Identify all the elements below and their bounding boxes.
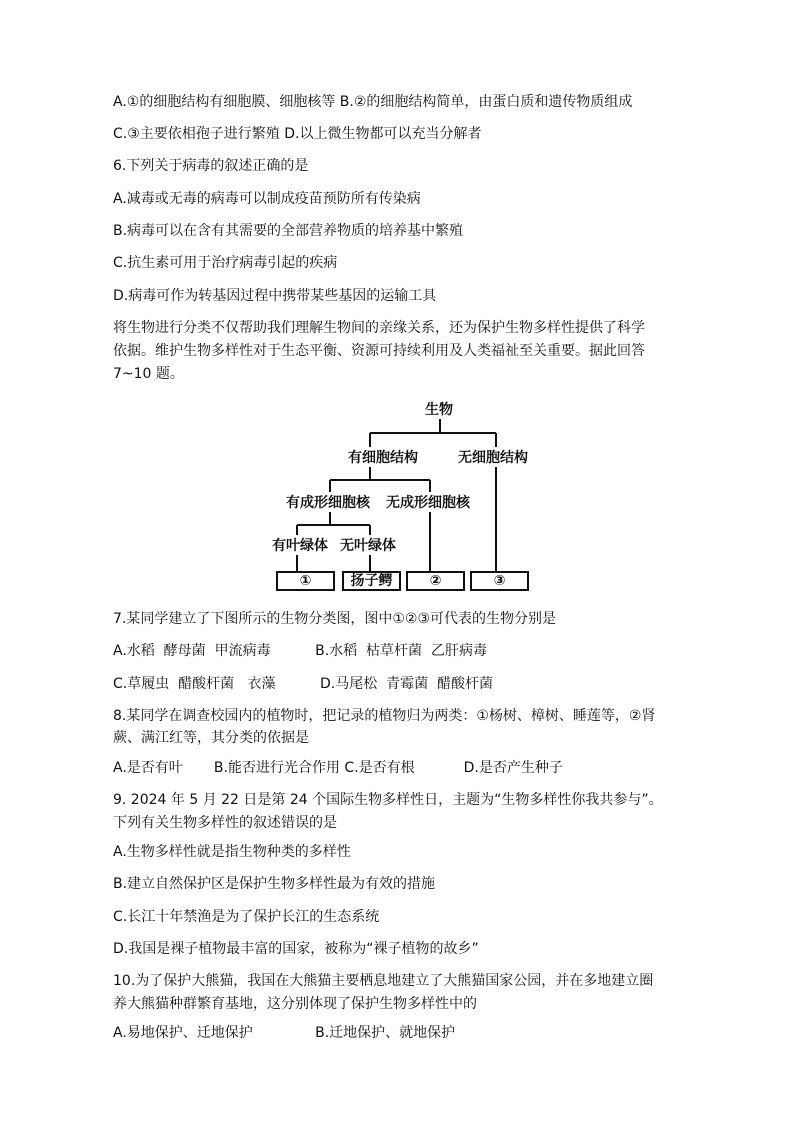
text-line: A.易地保护、迁地保护 B.迁地保护、就地保护 [113,1025,456,1041]
box-alligator: 扬子鳄 [342,571,401,591]
text-line: B.病毒可以在含有其需要的全部营养物质的培养基中繁殖 [113,223,464,239]
node-without-nucleus: 无成形细胞核 [386,495,470,511]
text-line: A.是否有叶 B.能否进行光合作用 C.是否有根 D.是否产生种子 [113,760,563,776]
text-line: A.减毒或无毒的病毒可以制成疫苗预防所有传染病 [113,191,421,207]
text-line: 7.某同学建立了下图所示的生物分类图，图中①②③可代表的生物分别是 [113,611,557,627]
classification-diagram [270,395,540,595]
text-line: 8.某同学在调查校园内的植物时，把记录的植物归为两类：①杨树、樟树、睡莲等，②肾 [113,708,656,724]
text-line: C.抗生素可用于治疗病毒引起的疾病 [113,255,338,271]
text-line: 下列有关生物多样性的叙述错误的是 [113,815,337,831]
node-acellular: 无细胞结构 [458,450,528,466]
text-line: B.建立自然保护区是保护生物多样性最为有效的措施 [113,876,436,892]
text-line: A.水稻 酵母菌 甲流病毒 B.水稻 枯草杆菌 乙肝病毒 [113,643,487,659]
text-line: 将生物进行分类不仅帮助我们理解生物间的亲缘关系，还为保护生物多样性提供了科学 [113,320,645,336]
text-line: C.长江十年禁渔是为了保护长江的生态系统 [113,909,380,925]
node-root: 生物 [425,402,453,418]
text-line: A.①的细胞结构有细胞膜、细胞核等 B.②的细胞结构简单，由蛋白质和遗传物质组成 [113,94,633,110]
box-3: ③ [470,571,529,591]
text-line: 养大熊猫种群繁育基地，这分别体现了保护生物多样性中的 [113,996,477,1012]
text-line: D.病毒可作为转基因过程中携带某些基因的运输工具 [113,288,437,304]
text-line: 9. 2024 年 5 月 22 日是第 24 个国际生物多样性日，主题为“生物多样性你我共参与”。 [113,792,663,808]
text-line: 蕨、满江红等，其分类的依据是 [113,730,309,746]
node-cellular: 有细胞结构 [348,450,418,466]
text-line: 10.为了保护大熊猫，我国在大熊猫主要栖息地建立了大熊猫国家公园，并在多地建立圈 [113,973,654,989]
text-line: 7~10 题。 [113,366,184,382]
text-line: 依据。维护生物多样性对于生态平衡、资源可持续利用及人类福祉至关重要。据此回答 [113,343,645,359]
box-1: ① [276,571,335,591]
node-without-chloroplast: 无叶绿体 [340,538,396,554]
node-with-nucleus: 有成形细胞核 [286,495,370,511]
text-line: 6.下列关于病毒的叙述正确的是 [113,158,309,174]
text-line: C.③主要依相孢子进行繁殖 D.以上微生物都可以充当分解者 [113,126,482,142]
text-line: C.草履虫 醋酸杆菌 衣藻 D.马尾松 青霉菌 醋酸杆菌 [113,676,494,692]
text-line: D.我国是裸子植物最丰富的国家，被称为“裸子植物的故乡” [113,941,479,957]
box-2: ② [406,571,465,591]
node-with-chloroplast: 有叶绿体 [272,538,328,554]
text-line: A.生物多样性就是指生物种类的多样性 [113,844,351,860]
